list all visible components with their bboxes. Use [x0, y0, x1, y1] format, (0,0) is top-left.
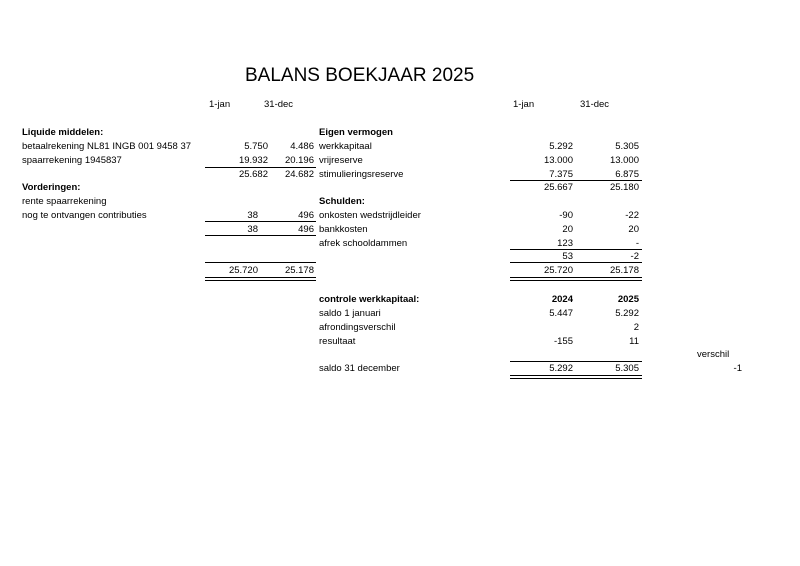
- asset-row-jan: 5.750: [244, 141, 268, 152]
- control-row-v2: 2: [633, 322, 639, 333]
- equity-row-label: stimulieringsreserve: [319, 169, 404, 180]
- debt-row-jan: 20: [562, 224, 573, 235]
- subtotal-line: [510, 361, 642, 362]
- liquid-total-jan: 25.682: [238, 169, 268, 180]
- subtotal-line: [205, 221, 316, 222]
- control-row-v1: 5.447: [549, 308, 573, 319]
- asset-row-dec: 4.486: [290, 141, 314, 152]
- equity-row-label: werkkapitaal: [319, 141, 372, 152]
- subtotal-line: [205, 167, 316, 168]
- subtotal-line: [205, 235, 316, 236]
- difference-value: -1: [733, 363, 742, 374]
- double-underline: [205, 277, 316, 281]
- double-underline: [510, 277, 642, 281]
- control-year-2025: 2025: [617, 294, 639, 305]
- control-final-v2: 5.305: [615, 363, 639, 374]
- liabilities-grand-total-jan: 25.720: [543, 265, 573, 276]
- assets-grand-total-jan: 25.720: [228, 265, 258, 276]
- debts-total-dec: -2: [630, 251, 639, 262]
- header-right-1-jan: 1-jan: [513, 99, 535, 110]
- debt-row-jan: -90: [559, 210, 573, 221]
- header-left-31-dec: 31-dec: [264, 99, 294, 110]
- control-row-v2: 5.292: [615, 308, 639, 319]
- control-heading: controle werkkapitaal:: [319, 294, 420, 305]
- equity-row-dec: 13.000: [609, 155, 639, 166]
- debt-row-label: bankkosten: [319, 224, 368, 235]
- total-line: [205, 262, 316, 263]
- liabilities-grand-total-dec: 25.178: [609, 265, 639, 276]
- control-row-v2: 11: [629, 336, 639, 347]
- control-final-v1: 5.292: [549, 363, 573, 374]
- control-row-label: resultaat: [319, 336, 356, 347]
- total-line: [510, 262, 642, 263]
- receivables-heading: Vorderingen:: [22, 182, 81, 193]
- asset-row-label: spaarrekening 1945837: [22, 155, 122, 166]
- asset-row-dec: 20.196: [284, 155, 314, 166]
- equity-row-jan: 5.292: [549, 141, 573, 152]
- equity-row-label: vrijreserve: [319, 155, 363, 166]
- double-underline: [510, 375, 642, 379]
- debts-total-jan: 53: [562, 251, 573, 262]
- receivable-row-dec: 496: [298, 210, 314, 221]
- equity-row-dec: 5.305: [615, 141, 639, 152]
- subtotal-line: [510, 180, 642, 181]
- assets-grand-total-dec: 25.178: [284, 265, 314, 276]
- control-row-label: afrondingsverschil: [319, 322, 396, 333]
- difference-label: verschil: [697, 349, 730, 360]
- receivable-row-jan: 38: [247, 210, 258, 221]
- liquid-assets-heading: Liquide middelen:: [22, 127, 104, 138]
- control-final-label: saldo 31 december: [319, 363, 400, 374]
- debt-row-dec: -22: [625, 210, 639, 221]
- equity-row-jan: 13.000: [543, 155, 573, 166]
- receivables-total-dec: 496: [298, 224, 314, 235]
- equity-heading: Eigen vermogen: [319, 127, 393, 138]
- asset-row-jan: 19.932: [238, 155, 268, 166]
- receivable-row-label: rente spaarrekening: [22, 196, 107, 207]
- liquid-total-dec: 24.682: [284, 169, 314, 180]
- receivables-total-jan: 38: [247, 224, 258, 235]
- debt-row-label: onkosten wedstrijdleider: [319, 210, 421, 221]
- page-title: BALANS BOEKJAAR 2025: [245, 65, 475, 86]
- receivable-row-label: nog te ontvangen contributies: [22, 210, 147, 221]
- subtotal-line: [510, 249, 642, 250]
- debt-row-dec: -: [635, 238, 639, 249]
- control-row-label: saldo 1 januari: [319, 308, 381, 319]
- debts-heading: Schulden:: [319, 196, 365, 207]
- debt-row-jan: 123: [557, 238, 573, 249]
- control-year-2024: 2024: [551, 294, 573, 305]
- header-right-31-dec: 31-dec: [580, 99, 610, 110]
- equity-row-jan: 7.375: [549, 169, 573, 180]
- asset-row-label: betaalrekening NL81 INGB 001 9458 37: [22, 141, 192, 152]
- control-row-v1: -155: [553, 336, 573, 347]
- debt-row-dec: 20: [628, 224, 639, 235]
- equity-total-jan: 25.667: [543, 182, 573, 193]
- debt-row-label: afrek schooldammen: [319, 238, 408, 249]
- equity-total-dec: 25.180: [609, 182, 639, 193]
- equity-row-dec: 6.875: [615, 169, 639, 180]
- header-left-1-jan: 1-jan: [209, 99, 231, 110]
